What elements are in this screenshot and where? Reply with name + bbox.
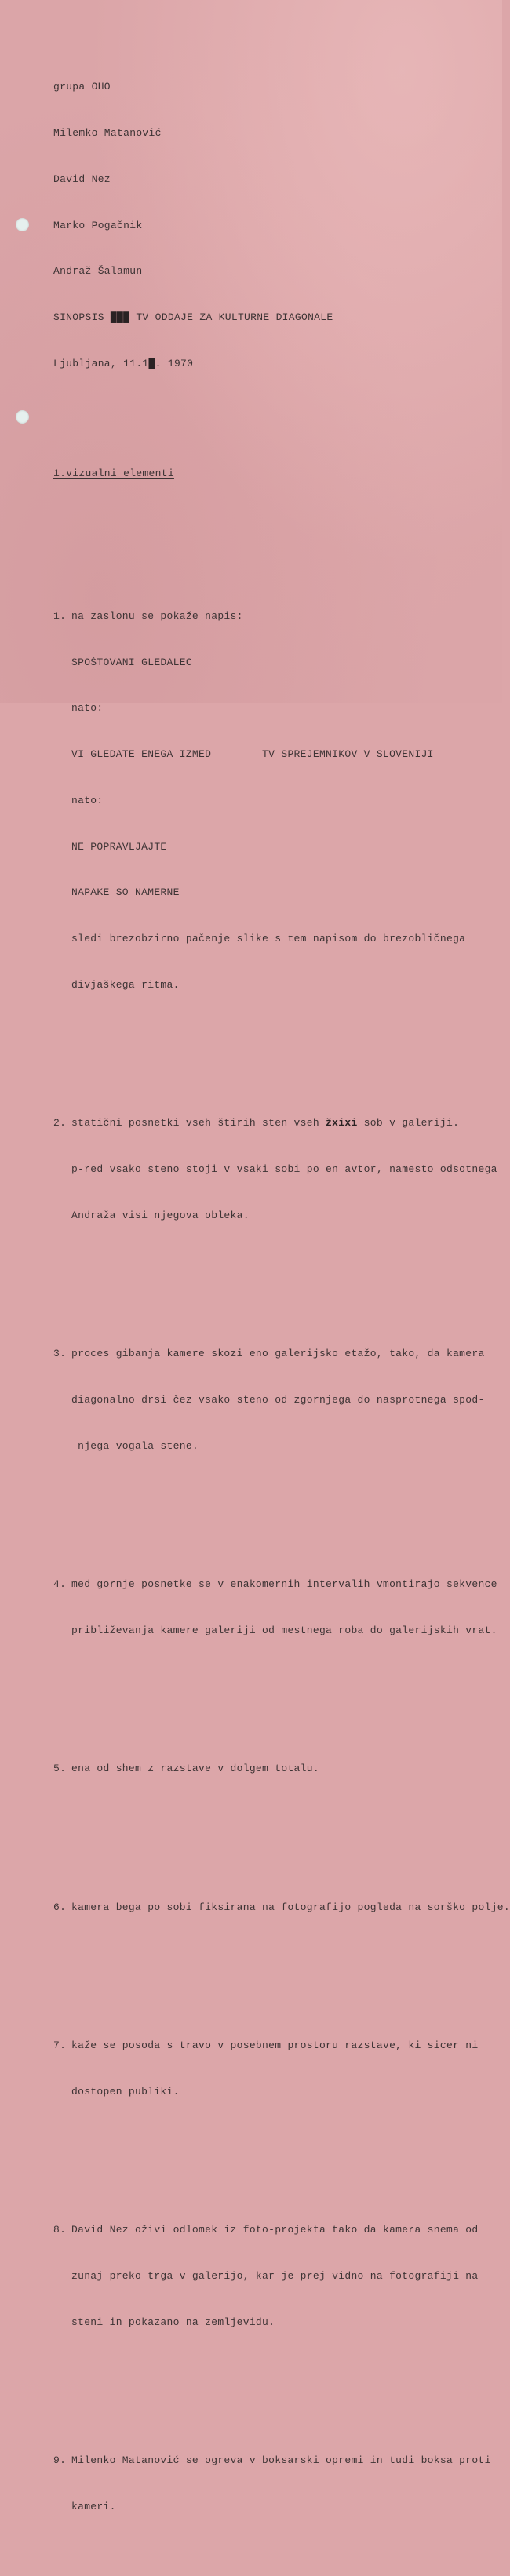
item-line: kamera bega po sobi fiksirana na fotografijo pogleda na sorško polje.	[71, 1901, 510, 1913]
item-line: p-red vsako steno stoji v vsaki sobi po en avtor, namesto odsotnega	[71, 1163, 497, 1176]
document-date	[53, 356, 501, 372]
list-item-3	[53, 1315, 501, 1485]
item-line: sledi brezobzirno pačenje slike s tem napisom do brezobličnega	[71, 933, 466, 945]
item-line: steni in pokazano na zemljevidu.	[71, 2316, 275, 2328]
item-line-suffix: sob v galeriji.	[357, 1117, 460, 1130]
item-line-prefix: statični posnetki vseh štirih sten vseh	[71, 1117, 326, 1130]
title-strikeover: ███	[110, 311, 130, 324]
date-suffix: . 1970	[155, 357, 194, 369]
document-body	[53, 49, 510, 2576]
item-line: njega vogala stene.	[71, 1439, 199, 1452]
item-line: David Nez oživi odlomek iz foto-projekta tako da kamera snema od	[71, 2224, 479, 2236]
item-line: divjaškega ritma.	[71, 979, 180, 991]
header-group: grupa OHO	[53, 81, 111, 93]
item-line: nato:	[71, 702, 104, 715]
header-author-3: Marko Pogačnik	[53, 219, 143, 231]
item-line: nato:	[71, 794, 104, 806]
item-line: kaže se posoda s travo v posebnem prostoru razstave, ki sicer ni	[71, 2039, 479, 2051]
item-number: 3.	[53, 1348, 67, 1360]
item-line: približevanja kamere galeriji od mestnega roba do galerijskih vrat.	[71, 1624, 497, 1636]
date-strikeover: █	[148, 357, 155, 369]
item-number: 8.	[53, 2224, 67, 2236]
item-line: diagonalno drsi čez vsako steno od zgornjega do nasprotnega spod-	[71, 1394, 485, 1406]
item-line: na zaslonu se pokaže napis:	[71, 609, 243, 622]
item-line: zunaj preko trga v galerijo, kar je prej vidno na fotografiji na	[71, 2269, 479, 2282]
list-item-5	[53, 1730, 501, 1807]
item-number: 7.	[53, 2039, 67, 2051]
item-number: 4.	[53, 1578, 67, 1591]
punch-hole-bottom	[16, 410, 29, 424]
item-line: NAPAKE SO NAMERNE	[71, 886, 180, 899]
list-item-1	[53, 578, 501, 1024]
item-line: Andraža visi njegova obleka.	[71, 1209, 250, 1221]
item-number: 5.	[53, 1763, 67, 1775]
item-line: ena od shem z razstave v dolgem totalu.	[71, 1763, 319, 1775]
list-item-6	[53, 1868, 510, 1945]
list-item-2	[53, 1085, 501, 1254]
punch-hole-top	[16, 218, 29, 231]
item-line: NE POPRAVLJAJTE	[71, 840, 167, 853]
item-line: kameri.	[71, 2500, 116, 2512]
item-line: SPOŠTOVANI GLEDALEC	[71, 656, 192, 668]
item-number: 1.	[53, 609, 67, 622]
item-number: 2.	[53, 1117, 67, 1130]
header-author-4: Andraž Šalamun	[53, 265, 143, 278]
item-line: VI GLEDATE ENEGA IZMED TV SPREJEMNIKOV V SLOVENIJI	[71, 748, 434, 761]
list-item-8	[53, 2192, 501, 2361]
item-strikeover: žxixi	[326, 1117, 358, 1130]
list-item-9	[53, 2422, 501, 2545]
title-suffix: TV ODDAJE ZA KULTURNE DIAGONALE	[129, 311, 333, 324]
item-number: 6.	[53, 1901, 67, 1913]
item-line: Milenko Matanović se ogreva v boksarski opremi in tudi boksa proti	[71, 2454, 491, 2467]
item-number: 9.	[53, 2454, 67, 2467]
header-author-1: Milemko Matanović	[53, 126, 162, 139]
date-prefix: Ljubljana, 11.1	[53, 357, 149, 369]
section-heading: 1.vizualni elementi	[53, 468, 174, 480]
item-line: med gornje posnetke se v enakomernih intervalih vmontirajo sekvence	[71, 1578, 497, 1591]
list-item-4	[53, 1546, 501, 1669]
header-author-2: David Nez	[53, 173, 111, 185]
document-title	[53, 310, 501, 326]
list-item-7	[53, 2007, 501, 2130]
item-line: dostopen publiki.	[71, 2085, 180, 2098]
item-line: proces gibanja kamere skozi eno galerijsko etažo, tako, da kamera	[71, 1348, 485, 1360]
title-prefix: SINOPSIS	[53, 311, 111, 324]
